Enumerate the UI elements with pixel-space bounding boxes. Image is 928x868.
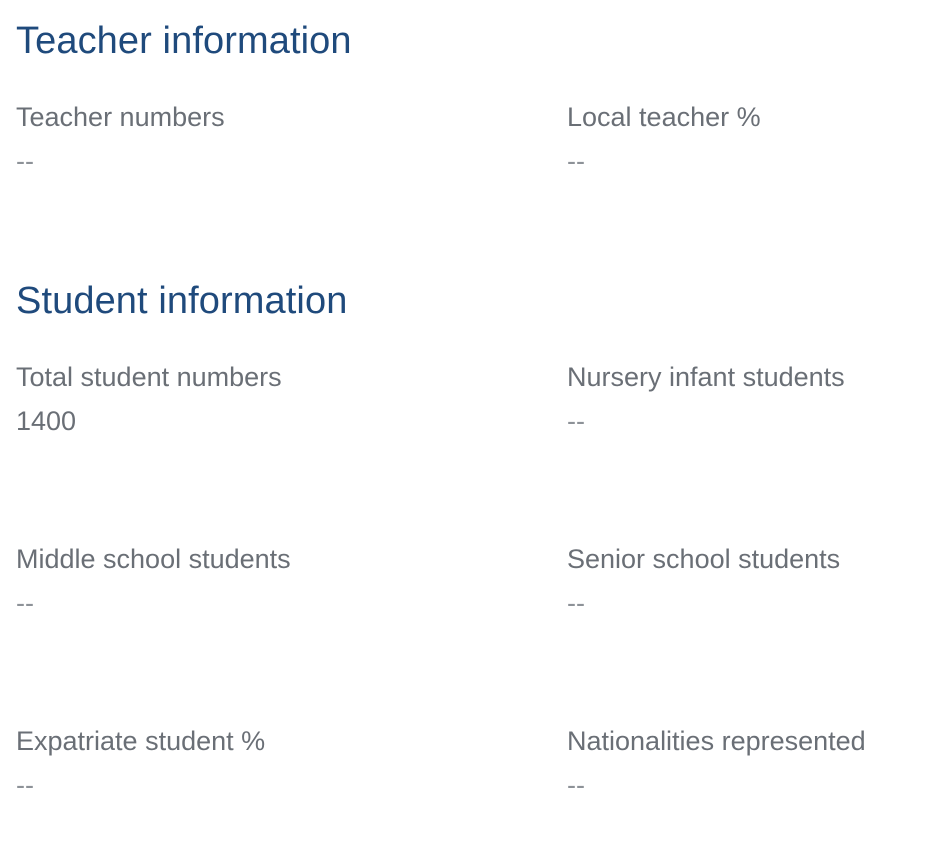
expatriate-student-percent-label: Expatriate student % <box>16 726 266 756</box>
senior-school-students-value: -- <box>567 588 585 618</box>
expatriate-student-percent-value: -- <box>16 770 34 800</box>
nursery-infant-students-value: -- <box>567 406 585 436</box>
nursery-infant-students-label: Nursery infant students <box>567 362 845 392</box>
local-teacher-percent-value: -- <box>567 146 585 176</box>
nationalities-represented-field <box>567 728 927 799</box>
senior-school-students-field <box>567 546 927 617</box>
local-teacher-percent-field <box>567 104 927 175</box>
total-student-numbers-label: Total student numbers <box>16 362 282 392</box>
local-teacher-percent-label: Local teacher % <box>567 102 761 132</box>
middle-school-students-field <box>16 546 376 617</box>
expatriate-student-percent-field <box>16 728 376 799</box>
teacher-information-heading: Teacher information <box>16 20 352 62</box>
senior-school-students-label: Senior school students <box>567 544 841 574</box>
teacher-numbers-label: Teacher numbers <box>16 102 225 132</box>
teacher-numbers-value: -- <box>16 146 34 176</box>
middle-school-students-value: -- <box>16 588 34 618</box>
middle-school-students-label: Middle school students <box>16 544 291 574</box>
teacher-numbers-field <box>16 104 376 175</box>
nationalities-represented-value: -- <box>567 770 585 800</box>
student-information-heading: Student information <box>16 280 348 322</box>
total-student-numbers-value: 1400 <box>16 406 77 436</box>
nursery-infant-students-field <box>567 364 927 435</box>
nationalities-represented-label: Nationalities represented <box>567 726 866 756</box>
total-student-numbers-field <box>16 364 376 435</box>
